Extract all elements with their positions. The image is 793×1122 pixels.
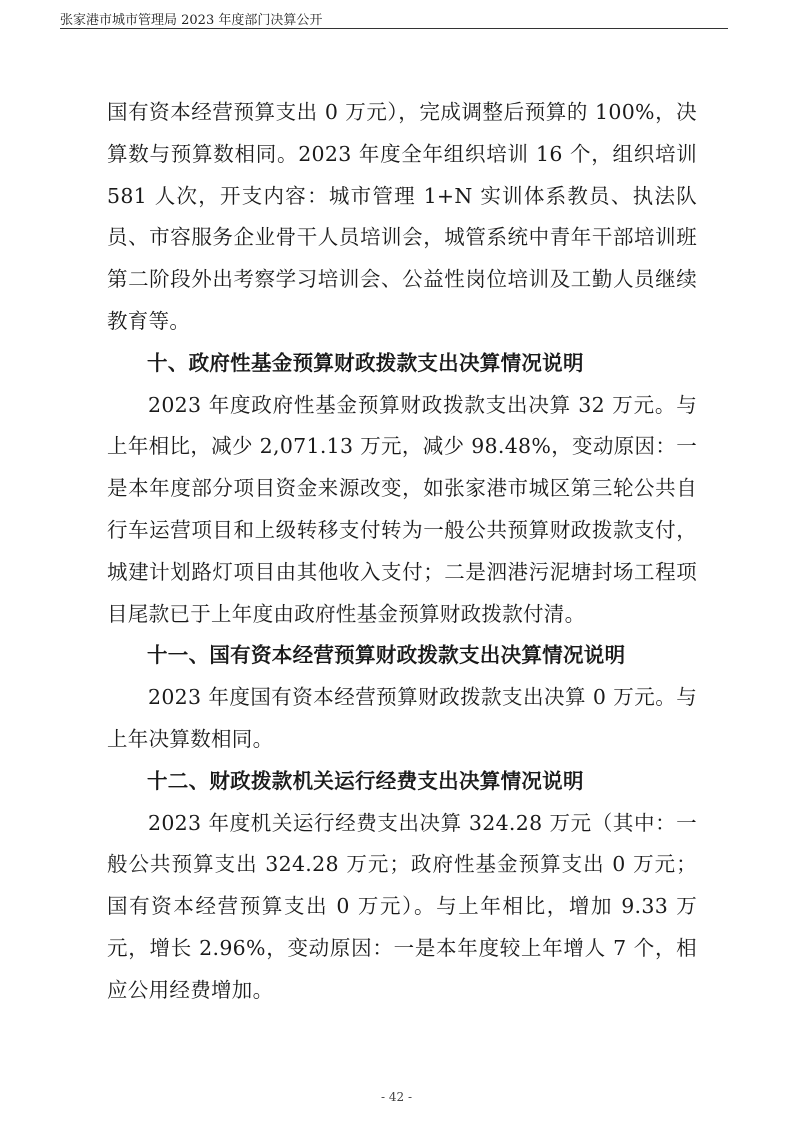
section-heading-10: 十、政府性基金预算财政拨款支出决算情况说明 [146,350,584,375]
continued-paragraph: 国有资本经营预算支出 0 万元），完成调整后预算的 100%，决算数与预算数相同。2023 年度全年组织培训 16 个，组织培训 581 人次，开支内容：城市管理 1+N 实训体系教员、执法队员、市容服务企业骨干人员培训会，城管系统中青年干部培训班第二阶段外出考察学习培训会、公益性岗位培训及工勤人员继续教育等。 [107,100,697,333]
document-body [107,92,697,1012]
page-number: - 42 - [380,1090,412,1104]
header-rule [60,28,728,29]
section-heading-12: 十二、财政拨款机关运行经费支出决算情况说明 [146,768,584,793]
section-paragraph-12: 2023 年度机关运行经费支出决算 324.28 万元（其中：一般公共预算支出 324.28 万元；政府性基金预算支出 0 万元；国有资本经营预算支出 0 万元）。与上年相比，增加 9.33 万元，增长 2.96%，变动原因：一是本年度较上年增人 7 个，相应公用经费增加。 [107,810,697,1002]
section-paragraph-10: 2023 年度政府性基金预算财政拨款支出决算 32 万元。与上年相比，减少 2,071.13 万元，减少 98.48%，变动原因：一是本年度部分项目资金来源改变，如张家港市城区第三轮公共自行车运营项目和上级转移支付转为一般公共预算财政拨款支付，城建计划路灯项目由其他收入支付；二是泗港污泥塘封场工程项目尾款已于上年度由政府性基金预算财政拨款付清。 [107,392,697,626]
section-paragraph-11: 2023 年度国有资本经营预算财政拨款支出决算 0 万元。与上年决算数相同。 [107,685,697,751]
section-heading-11: 十一、国有资本经营预算财政拨款支出决算情况说明 [146,643,626,668]
running-header: 张家港市城市管理局 2023 年度部门决算公开 [60,13,323,28]
